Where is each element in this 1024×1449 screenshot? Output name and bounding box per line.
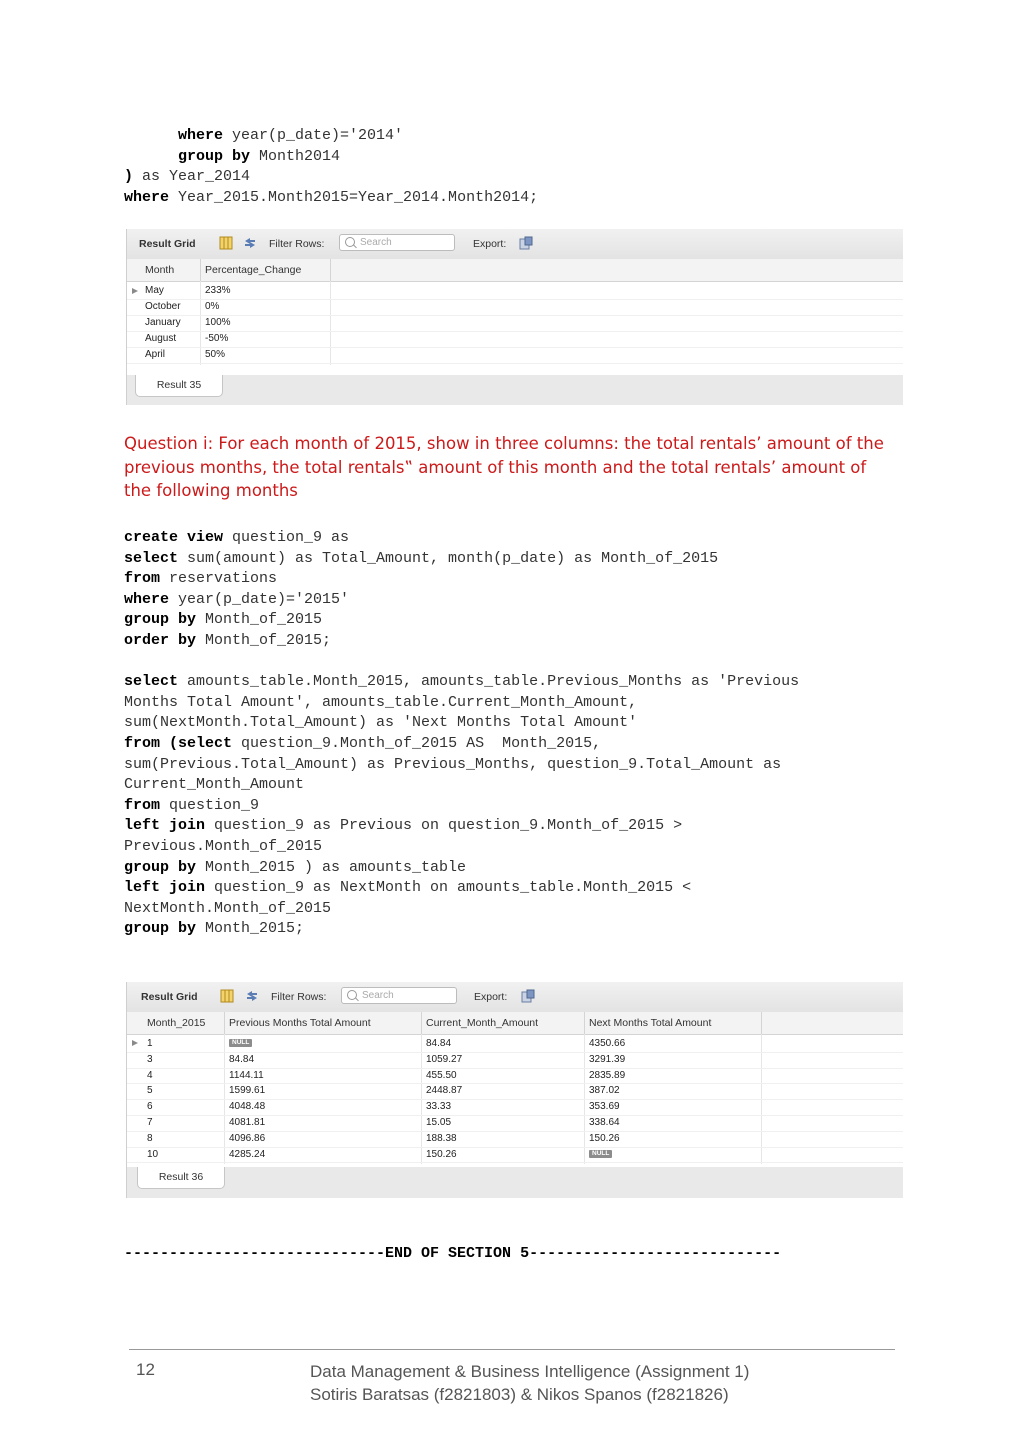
sql-text: year(p_date)='2014' [223, 127, 404, 144]
sql-text: Year_2015.Month2015=Year_2014.Month2014; [169, 188, 539, 206]
search-placeholder: Search [362, 990, 394, 1001]
table-row[interactable] [127, 1099, 903, 1116]
sql-text: question_9 as [223, 529, 350, 546]
filter-rows-label: Filter Rows: [269, 238, 325, 250]
filter-rows-label: Filter Rows: [271, 991, 327, 1003]
sql-text: Current_Month_Amount [124, 776, 305, 794]
sql-keyword: ) [124, 168, 134, 186]
table-row[interactable] [127, 331, 903, 348]
code-line [124, 858, 799, 879]
sql-code-block-2 [124, 528, 799, 940]
table-cell[interactable]: 33.33 [426, 1101, 452, 1113]
sql-text: question_9 [160, 796, 260, 814]
sql-keyword: select [124, 549, 179, 567]
code-line [124, 775, 799, 796]
code-line [124, 610, 799, 631]
column-header[interactable]: Month_2015 [143, 1012, 225, 1034]
table-cell[interactable]: 1 [147, 1038, 153, 1049]
null-badge: NULL [229, 1039, 252, 1047]
result-grid-1 [126, 229, 903, 405]
code-line [124, 713, 799, 734]
sql-keyword: group by [178, 147, 251, 165]
code-line [124, 167, 538, 188]
table-row[interactable] [127, 1036, 903, 1053]
table-header [127, 259, 903, 282]
null-cell[interactable] [229, 1036, 252, 1052]
sql-text [124, 127, 178, 144]
column-header[interactable]: Percentage_Change [201, 259, 331, 281]
sql-text [124, 148, 178, 165]
column-header[interactable]: Previous Months Total Amount [225, 1012, 422, 1034]
table-row[interactable] [127, 347, 903, 364]
table-cell[interactable]: 1599.61 [229, 1085, 266, 1097]
sql-keyword: order by [124, 631, 197, 649]
code-line [124, 796, 799, 817]
sql-keyword: create view [124, 529, 224, 546]
sql-text: Month_2015; [196, 920, 305, 938]
sql-text: Month_2015 ) as amounts_table [196, 858, 467, 876]
grid-view-icon[interactable] [220, 989, 234, 1003]
page-number: 12 [136, 1360, 155, 1379]
result-grid-toolbar [127, 229, 903, 260]
filter-search-input[interactable] [339, 234, 455, 251]
sql-text: Month2014 [250, 147, 341, 165]
sql-text: year(p_date)='2015' [169, 590, 350, 608]
sql-keyword: from [124, 570, 161, 588]
table-cell[interactable]: May [145, 285, 164, 296]
code-line [124, 147, 538, 168]
table-cell[interactable]: 2835.89 [589, 1069, 626, 1081]
code-line [124, 188, 538, 209]
table-row[interactable] [127, 315, 903, 332]
result-grid-toolbar [127, 982, 903, 1013]
export-label: Export: [473, 238, 507, 250]
sql-keyword: select [124, 673, 179, 691]
table-cell[interactable]: 150.26 [589, 1132, 620, 1144]
grid-view-icon[interactable] [219, 236, 233, 250]
question-i-text: Question i: For each month of 2015, show in three columns: the total rentals’ amount of the previous months, the total rentals‟ amount of this month and the total rentals’ amount of the following months [124, 434, 884, 500]
column-header[interactable]: Month [141, 259, 201, 281]
result-table-1 [127, 259, 903, 375]
table-cell[interactable]: 8 [147, 1132, 153, 1144]
table-row[interactable] [127, 1131, 903, 1148]
sql-text: as Year_2014 [133, 168, 251, 186]
sql-text: amounts_table.Month_2015, amounts_table.Previous_Months as 'Previous [178, 673, 800, 691]
export-label: Export: [474, 991, 508, 1003]
sql-text: question_9 as Previous on question_9.Month_of_2015 > [205, 817, 683, 835]
code-line [124, 631, 799, 652]
table-row[interactable] [127, 1147, 903, 1164]
table-cell[interactable]: 4096.86 [229, 1132, 266, 1144]
table-row[interactable] [127, 1068, 903, 1085]
table-cell[interactable]: 4081.81 [229, 1117, 266, 1128]
null-badge: NULL [589, 1150, 612, 1158]
code-line [124, 837, 799, 858]
table-row[interactable] [127, 283, 903, 300]
table-cell[interactable]: 84.84 [426, 1038, 452, 1049]
table-row[interactable] [127, 299, 903, 316]
refresh-icon[interactable] [243, 236, 257, 250]
code-line [124, 899, 799, 920]
table-cell[interactable]: January [145, 317, 181, 328]
sql-text: sum(Previous.Total_Amount) as Previous_Months, question_9.Total_Amount as [124, 755, 782, 773]
sql-keyword: group by [124, 920, 197, 938]
sql-keyword: left join [124, 817, 206, 835]
code-line [124, 126, 538, 147]
code-line [124, 569, 799, 590]
result-table-2 [127, 1012, 903, 1167]
result-tab-36[interactable]: Result 36 [137, 1167, 225, 1189]
null-cell[interactable] [589, 1147, 612, 1163]
result-grid-title: Result Grid [139, 238, 196, 250]
table-cell[interactable]: 84.84 [229, 1053, 255, 1065]
table-cell[interactable]: 1144.11 [229, 1069, 264, 1081]
sql-text: NextMonth.Month_of_2015 [124, 899, 332, 917]
code-line [124, 755, 799, 776]
code-line [124, 549, 799, 570]
sql-text: sum(amount) as Total_Amount, month(p_date) as Month_of_2015 [178, 549, 719, 567]
sql-text: Month_of_2015; [196, 631, 332, 649]
table-cell[interactable]: 10 [147, 1148, 159, 1160]
footer-text [310, 1360, 749, 1406]
search-icon [345, 237, 355, 247]
column-header[interactable]: Next Months Total Amount [585, 1012, 762, 1034]
table-cell[interactable]: 0% [205, 301, 220, 312]
table-cell[interactable]: 455.50 [426, 1069, 457, 1081]
code-line [124, 878, 799, 899]
sql-text: Months Total Amount', amounts_table.Current_Month_Amount, [124, 693, 638, 711]
sql-code-block-1 [124, 126, 538, 208]
sql-keyword: left join [124, 879, 206, 897]
table-cell[interactable]: August [145, 333, 177, 344]
result-tab-35[interactable]: Result 35 [135, 375, 223, 397]
result-grid-2 [126, 982, 903, 1198]
table-cell[interactable]: -50% [205, 333, 229, 344]
search-icon [347, 990, 357, 1000]
table-cell[interactable]: 3 [147, 1053, 153, 1065]
code-line [124, 734, 799, 755]
table-cell[interactable]: 4048.48 [229, 1101, 266, 1113]
export-icon[interactable] [519, 236, 533, 250]
sql-text: question_9.Month_of_2015 AS Month_2015, [232, 734, 602, 752]
table-cell[interactable]: 150.26 [426, 1148, 457, 1160]
footer-authors: Sotiris Baratsas (f2821803) & Nikos Spanos (f2821826) [310, 1385, 729, 1404]
sql-keyword: where [178, 127, 224, 144]
table-row[interactable] [127, 1052, 903, 1069]
current-row-arrow-icon [132, 1040, 138, 1046]
table-cell[interactable]: 6 [147, 1101, 153, 1113]
sql-text: Previous.Month_of_2015 [124, 837, 323, 855]
sql-text: sum(NextMonth.Total_Amount) as 'Next Months Total Amount' [124, 714, 638, 732]
sql-keyword: group by [124, 858, 197, 876]
table-cell[interactable]: 4350.66 [589, 1038, 626, 1049]
table-header [127, 1012, 903, 1035]
table-cell[interactable]: 353.69 [589, 1101, 620, 1113]
table-cell[interactable]: 1059.27 [426, 1053, 463, 1065]
code-line [124, 693, 799, 714]
table-cell[interactable]: 7 [147, 1117, 153, 1128]
table-cell[interactable]: 50% [205, 349, 226, 360]
table-cell[interactable]: 2448.87 [426, 1085, 463, 1097]
table-cell[interactable]: 188.38 [426, 1132, 457, 1144]
sql-text: reservations [160, 570, 278, 588]
footer-course-title: Data Management & Business Intelligence (Assignment 1) [310, 1362, 750, 1381]
sql-text: Month_of_2015 [196, 611, 323, 629]
table-row[interactable] [127, 1115, 903, 1132]
filter-search-input[interactable] [341, 987, 457, 1004]
table-cell[interactable]: 387.02 [589, 1085, 620, 1097]
table-cell[interactable]: October [145, 301, 181, 312]
sql-keyword: where [124, 188, 170, 206]
result-grid-title: Result Grid [141, 991, 198, 1003]
search-placeholder: Search [360, 237, 392, 248]
code-line [124, 652, 799, 673]
code-line [124, 919, 799, 940]
column-header[interactable]: Current_Month_Amount [422, 1012, 585, 1034]
code-line [124, 816, 799, 837]
current-row-arrow-icon [132, 288, 138, 294]
footer-divider [129, 1349, 895, 1350]
table-cell[interactable]: 338.64 [589, 1117, 620, 1128]
export-icon[interactable] [521, 989, 535, 1003]
table-cell[interactable]: 3291.39 [589, 1053, 626, 1065]
table-cell[interactable]: 100% [205, 317, 231, 328]
table-row[interactable] [127, 1083, 903, 1100]
sql-keyword: group by [124, 611, 197, 629]
table-cell[interactable]: 15.05 [426, 1117, 452, 1128]
table-cell[interactable]: April [145, 349, 166, 360]
sql-text: question_9 as NextMonth on amounts_table.Month_2015 < [205, 879, 692, 897]
code-line [124, 672, 799, 693]
code-line [124, 528, 799, 549]
table-cell[interactable]: 5 [147, 1085, 153, 1097]
sql-keyword: from (select [124, 734, 233, 752]
end-of-section-divider: -----------------------------END OF SECTION 5---------------------------- [124, 1245, 782, 1262]
refresh-icon[interactable] [245, 989, 259, 1003]
table-cell[interactable]: 233% [205, 285, 231, 296]
sql-keyword: where [124, 590, 170, 608]
table-cell[interactable]: 4 [147, 1069, 153, 1081]
table-cell[interactable]: 4285.24 [229, 1148, 266, 1160]
code-line [124, 590, 799, 611]
sql-keyword: from [124, 796, 161, 814]
